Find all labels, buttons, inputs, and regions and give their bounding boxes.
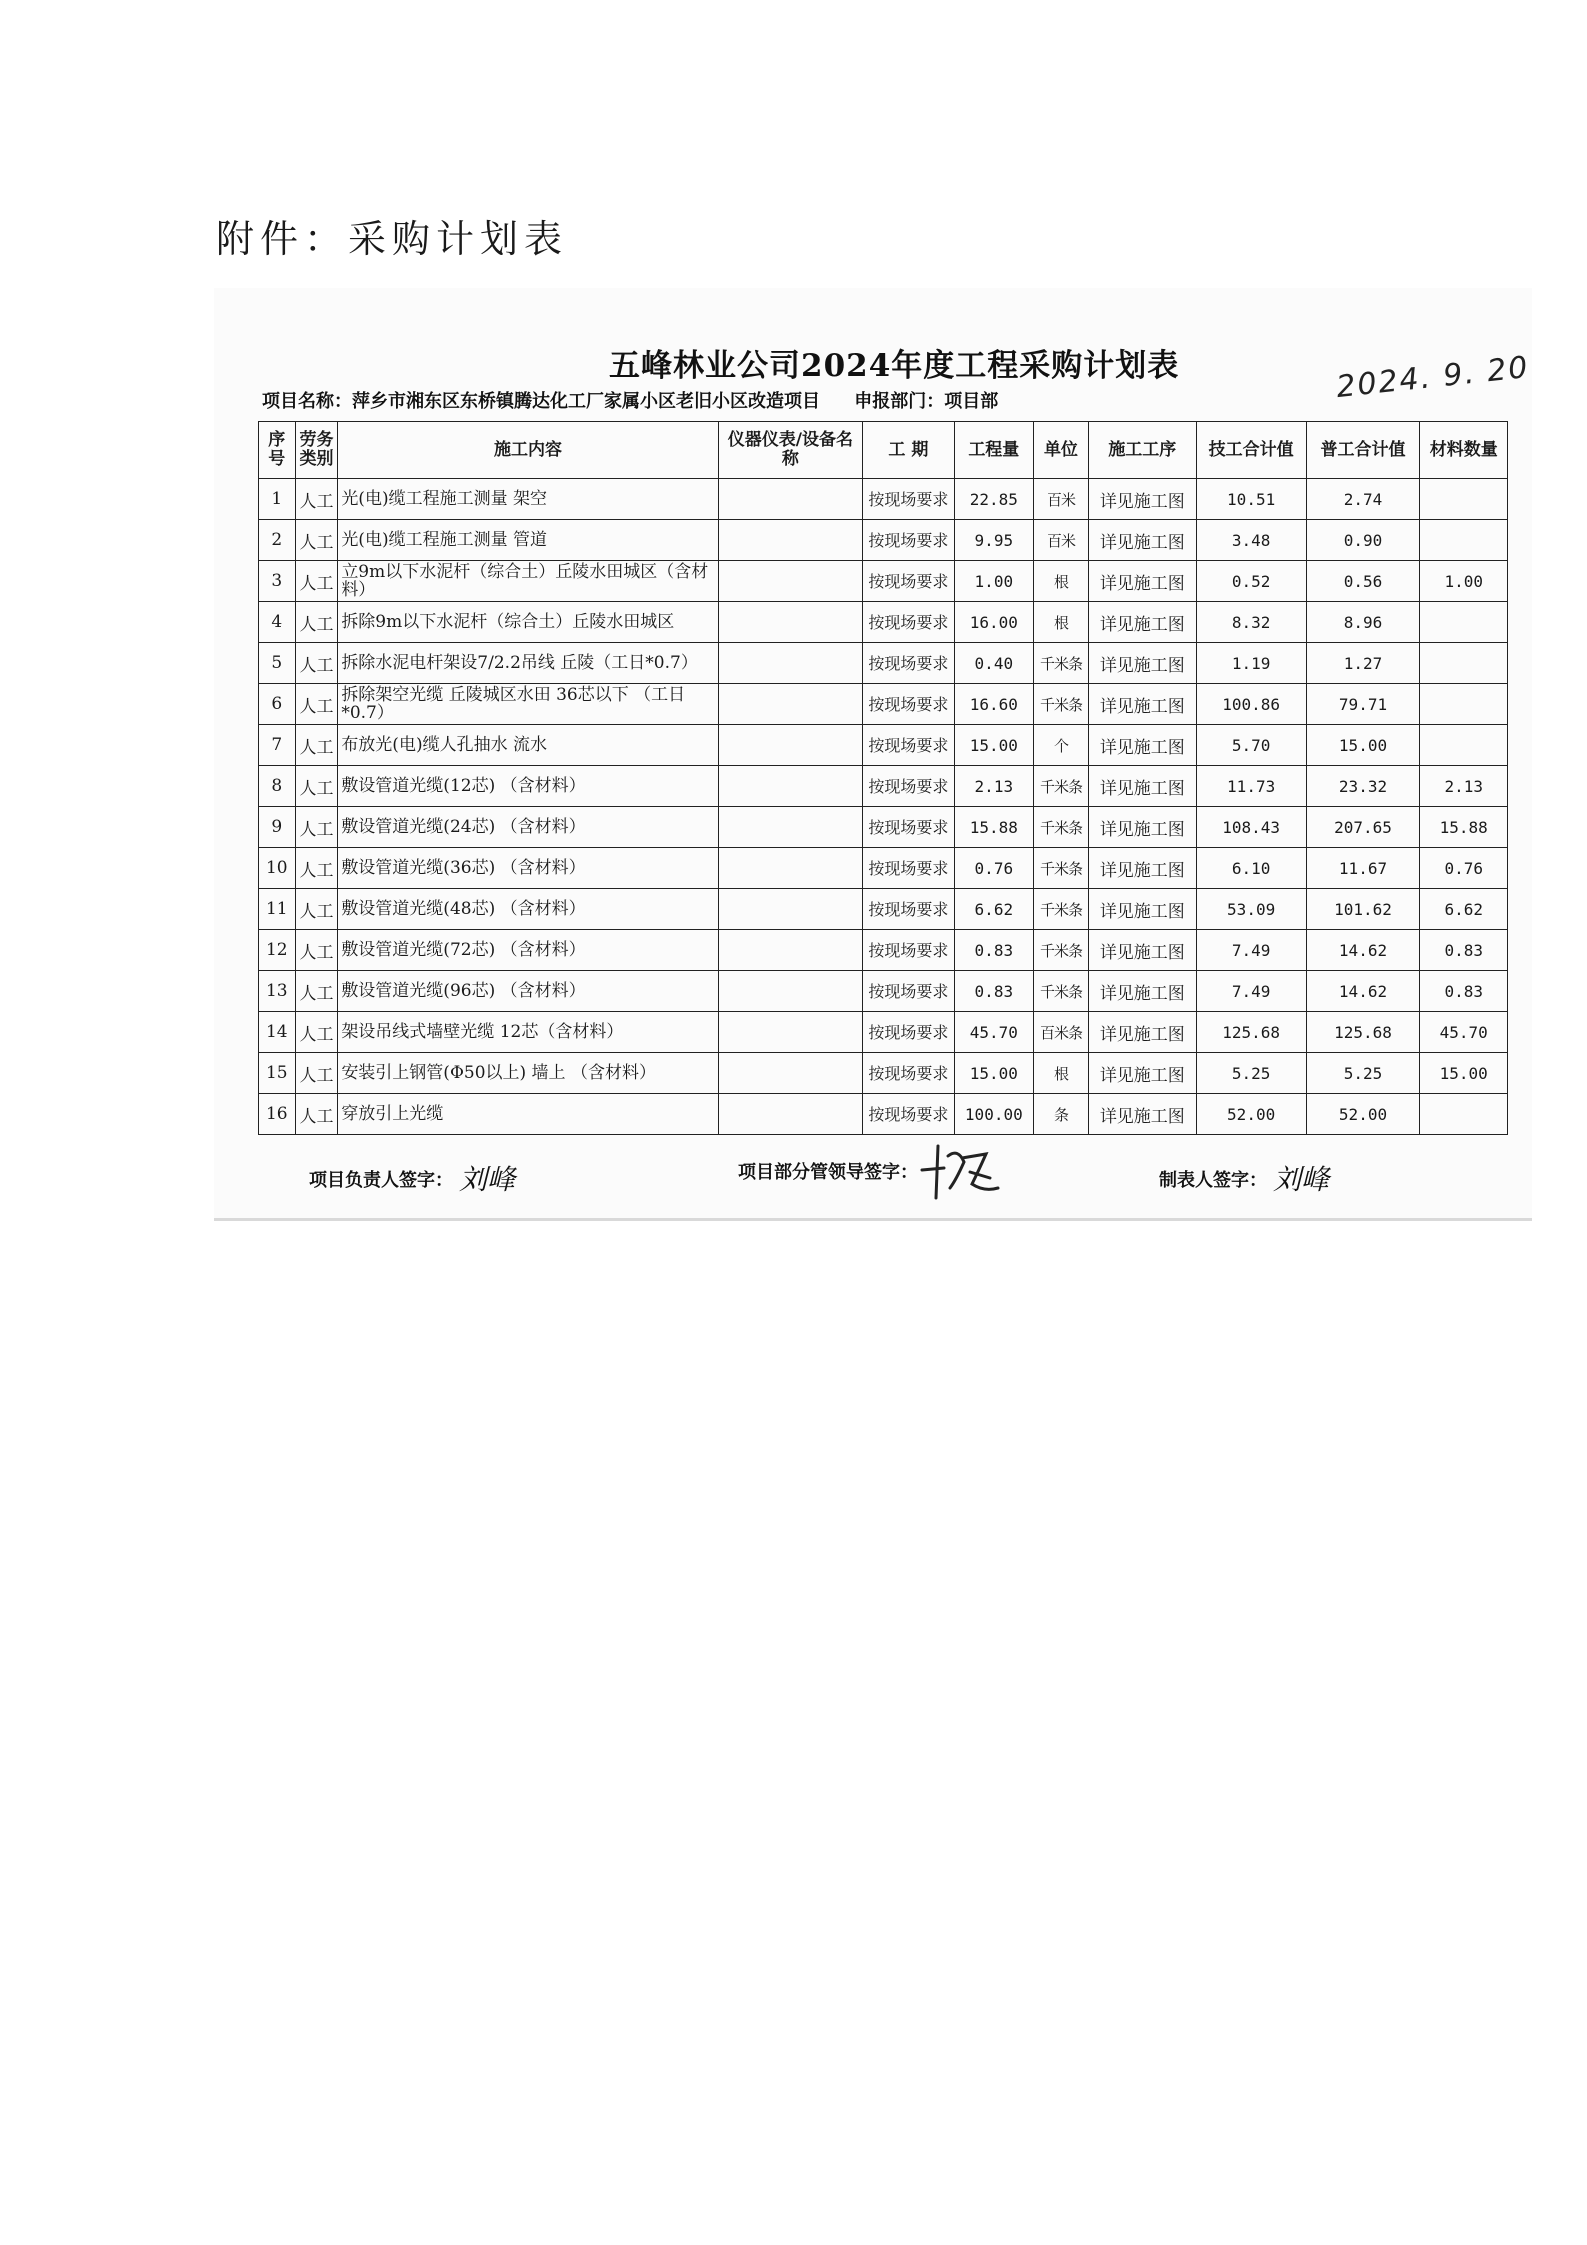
cell-content: 布放光(电)缆人孔抽水 流水 [338, 725, 718, 766]
cell-general-total: 15.00 [1306, 725, 1420, 766]
cell-material-qty [1420, 479, 1508, 520]
cell-no: 15 [259, 1053, 296, 1094]
cell-unit: 千米条 [1033, 643, 1088, 684]
cell-no: 5 [259, 643, 296, 684]
column-header: 材料数量 [1420, 422, 1508, 479]
cell-device [718, 725, 862, 766]
column-header: 单位 [1033, 422, 1088, 479]
cell-material-qty: 15.00 [1420, 1053, 1508, 1094]
cell-material-qty: 15.88 [1420, 807, 1508, 848]
cell-process: 详见施工图 [1088, 1053, 1196, 1094]
preparer-signature [1159, 1158, 1329, 1198]
cell-quantity: 15.88 [954, 807, 1033, 848]
cell-unit: 个 [1033, 725, 1088, 766]
cell-content: 敷设管道光缆(36芯) （含材料） [338, 848, 718, 889]
cell-device [718, 643, 862, 684]
cell-no: 4 [259, 602, 296, 643]
cell-material-qty [1420, 602, 1508, 643]
form-title: 五峰林业公司2024年度工程采购计划表 [609, 348, 1180, 384]
cell-unit: 百米 [1033, 479, 1088, 520]
cell-quantity: 2.13 [954, 766, 1033, 807]
table-row [259, 807, 1508, 848]
cell-process: 详见施工图 [1088, 479, 1196, 520]
cell-no: 8 [259, 766, 296, 807]
cell-device [718, 848, 862, 889]
cell-process: 详见施工图 [1088, 1012, 1196, 1053]
department-field [854, 391, 998, 412]
cell-material-qty [1420, 643, 1508, 684]
cell-skilled-total: 7.49 [1196, 971, 1306, 1012]
cell-unit: 千米条 [1033, 889, 1088, 930]
cell-process: 详见施工图 [1088, 930, 1196, 971]
cell-material-qty [1420, 684, 1508, 725]
cell-general-total: 125.68 [1306, 1012, 1420, 1053]
cell-material-qty [1420, 725, 1508, 766]
cell-process: 详见施工图 [1088, 1094, 1196, 1135]
cell-process: 详见施工图 [1088, 520, 1196, 561]
cell-period: 按现场要求 [863, 1053, 955, 1094]
cell-device [718, 971, 862, 1012]
cell-process: 详见施工图 [1088, 725, 1196, 766]
cell-unit: 千米条 [1033, 684, 1088, 725]
cell-skilled-total: 6.10 [1196, 848, 1306, 889]
column-header: 普工合计值 [1306, 422, 1420, 479]
cell-labor-type: 人工 [295, 971, 338, 1012]
project-name-field [262, 391, 820, 412]
cell-material-qty: 0.76 [1420, 848, 1508, 889]
cell-material-qty: 0.83 [1420, 971, 1508, 1012]
cell-quantity: 22.85 [954, 479, 1033, 520]
cell-labor-type: 人工 [295, 1012, 338, 1053]
cell-content: 敷设管道光缆(96芯) （含材料） [338, 971, 718, 1012]
cell-unit: 千米条 [1033, 971, 1088, 1012]
cell-no: 6 [259, 684, 296, 725]
cell-general-total: 0.56 [1306, 561, 1420, 602]
cell-process: 详见施工图 [1088, 971, 1196, 1012]
cell-device [718, 520, 862, 561]
cell-skilled-total: 1.19 [1196, 643, 1306, 684]
cell-labor-type: 人工 [295, 807, 338, 848]
dept-leader-label: 项目部分管领导签字： [738, 1162, 918, 1183]
project-lead-handwriting: 刘峰 [459, 1163, 516, 1196]
cell-general-total: 14.62 [1306, 930, 1420, 971]
column-header: 施工内容 [338, 422, 718, 479]
cell-period: 按现场要求 [863, 1012, 955, 1053]
cell-no: 2 [259, 520, 296, 561]
cell-content: 穿放引上光缆 [338, 1094, 718, 1135]
dept-leader-signature [738, 1158, 918, 1184]
cell-unit: 千米条 [1033, 807, 1088, 848]
cell-device [718, 684, 862, 725]
cell-period: 按现场要求 [863, 684, 955, 725]
cell-device [718, 602, 862, 643]
cell-period: 按现场要求 [863, 930, 955, 971]
table-row [259, 930, 1508, 971]
cell-labor-type: 人工 [295, 930, 338, 971]
cell-general-total: 52.00 [1306, 1094, 1420, 1135]
cell-material-qty: 6.62 [1420, 889, 1508, 930]
cell-period: 按现场要求 [863, 602, 955, 643]
cell-labor-type: 人工 [295, 643, 338, 684]
table-row [259, 848, 1508, 889]
cell-content: 拆除水泥电杆架设7/2.2吊线 丘陵（工日*0.7） [338, 643, 718, 684]
cell-process: 详见施工图 [1088, 602, 1196, 643]
project-lead-label: 项目负责人签字： [309, 1170, 453, 1191]
cell-device [718, 479, 862, 520]
cell-no: 12 [259, 930, 296, 971]
cell-no: 10 [259, 848, 296, 889]
cell-labor-type: 人工 [295, 1053, 338, 1094]
procurement-table [258, 421, 1508, 1135]
handwritten-date: 2024. 9. 20 [1334, 349, 1532, 406]
table-body [259, 479, 1508, 1135]
cell-content: 敷设管道光缆(12芯) （含材料） [338, 766, 718, 807]
cell-material-qty [1420, 520, 1508, 561]
table-row [259, 643, 1508, 684]
cell-labor-type: 人工 [295, 725, 338, 766]
dept-leader-handwritten-signature [914, 1128, 1004, 1208]
cell-process: 详见施工图 [1088, 848, 1196, 889]
cell-quantity: 15.00 [954, 725, 1033, 766]
cell-no: 16 [259, 1094, 296, 1135]
cell-device [718, 1094, 862, 1135]
cell-labor-type: 人工 [295, 684, 338, 725]
cell-skilled-total: 125.68 [1196, 1012, 1306, 1053]
cell-general-total: 5.25 [1306, 1053, 1420, 1094]
attachment-heading: 附件：采购计划表 [216, 217, 569, 261]
cell-material-qty: 2.13 [1420, 766, 1508, 807]
cell-skilled-total: 3.48 [1196, 520, 1306, 561]
cell-skilled-total: 53.09 [1196, 889, 1306, 930]
cell-process: 详见施工图 [1088, 889, 1196, 930]
cell-device [718, 561, 862, 602]
cell-period: 按现场要求 [863, 971, 955, 1012]
cell-quantity: 15.00 [954, 1053, 1033, 1094]
cell-quantity: 0.40 [954, 643, 1033, 684]
cell-skilled-total: 8.32 [1196, 602, 1306, 643]
cell-unit: 千米条 [1033, 930, 1088, 971]
cell-content: 敷设管道光缆(72芯) （含材料） [338, 930, 718, 971]
cell-no: 7 [259, 725, 296, 766]
column-header: 施工工序 [1088, 422, 1196, 479]
cell-labor-type: 人工 [295, 520, 338, 561]
table-row [259, 766, 1508, 807]
cell-unit: 百米条 [1033, 1012, 1088, 1053]
cell-quantity: 1.00 [954, 561, 1033, 602]
table-row [259, 520, 1508, 561]
cell-quantity: 0.83 [954, 930, 1033, 971]
cell-labor-type: 人工 [295, 889, 338, 930]
table-row [259, 1012, 1508, 1053]
cell-material-qty: 45.70 [1420, 1012, 1508, 1053]
cell-quantity: 45.70 [954, 1012, 1033, 1053]
cell-no: 13 [259, 971, 296, 1012]
scanned-form [214, 288, 1532, 1221]
column-header: 序号 [259, 422, 296, 479]
cell-labor-type: 人工 [295, 766, 338, 807]
cell-skilled-total: 11.73 [1196, 766, 1306, 807]
cell-device [718, 889, 862, 930]
cell-labor-type: 人工 [295, 561, 338, 602]
cell-unit: 根 [1033, 561, 1088, 602]
cell-skilled-total: 108.43 [1196, 807, 1306, 848]
cell-device [718, 930, 862, 971]
cell-period: 按现场要求 [863, 479, 955, 520]
cell-period: 按现场要求 [863, 848, 955, 889]
cell-general-total: 14.62 [1306, 971, 1420, 1012]
cell-unit: 百米 [1033, 520, 1088, 561]
department-value: 项目部 [944, 391, 999, 412]
cell-device [718, 807, 862, 848]
cell-unit: 条 [1033, 1094, 1088, 1135]
table-row [259, 479, 1508, 520]
cell-labor-type: 人工 [295, 602, 338, 643]
cell-labor-type: 人工 [295, 848, 338, 889]
cell-material-qty [1420, 1094, 1508, 1135]
cell-unit: 千米条 [1033, 766, 1088, 807]
column-header: 劳务类别 [295, 422, 338, 479]
table-row [259, 561, 1508, 602]
cell-period: 按现场要求 [863, 643, 955, 684]
table-header-row [259, 422, 1508, 479]
cell-skilled-total: 10.51 [1196, 479, 1306, 520]
cell-general-total: 8.96 [1306, 602, 1420, 643]
cell-process: 详见施工图 [1088, 766, 1196, 807]
project-lead-signature [309, 1158, 515, 1198]
cell-content: 立9m以下水泥杆（综合土）丘陵水田城区（含材料） [338, 561, 718, 602]
cell-no: 9 [259, 807, 296, 848]
cell-no: 3 [259, 561, 296, 602]
cell-general-total: 79.71 [1306, 684, 1420, 725]
column-header: 工程量 [954, 422, 1033, 479]
cell-general-total: 207.65 [1306, 807, 1420, 848]
cell-skilled-total: 52.00 [1196, 1094, 1306, 1135]
cell-content: 敷设管道光缆(48芯) （含材料） [338, 889, 718, 930]
cell-no: 14 [259, 1012, 296, 1053]
project-name-label: 项目名称： [262, 391, 352, 412]
cell-general-total: 1.27 [1306, 643, 1420, 684]
cell-quantity: 100.00 [954, 1094, 1033, 1135]
cell-unit: 千米条 [1033, 848, 1088, 889]
cell-quantity: 16.60 [954, 684, 1033, 725]
cell-material-qty: 1.00 [1420, 561, 1508, 602]
cell-material-qty: 0.83 [1420, 930, 1508, 971]
cell-unit: 根 [1033, 1053, 1088, 1094]
cell-no: 11 [259, 889, 296, 930]
column-header: 技工合计值 [1196, 422, 1306, 479]
cell-content: 光(电)缆工程施工测量 架空 [338, 479, 718, 520]
cell-general-total: 101.62 [1306, 889, 1420, 930]
cell-general-total: 0.90 [1306, 520, 1420, 561]
cell-quantity: 6.62 [954, 889, 1033, 930]
cell-period: 按现场要求 [863, 561, 955, 602]
cell-skilled-total: 5.25 [1196, 1053, 1306, 1094]
table-row [259, 971, 1508, 1012]
cell-period: 按现场要求 [863, 520, 955, 561]
cell-process: 详见施工图 [1088, 807, 1196, 848]
cell-quantity: 9.95 [954, 520, 1033, 561]
table-row [259, 684, 1508, 725]
cell-skilled-total: 7.49 [1196, 930, 1306, 971]
cell-period: 按现场要求 [863, 725, 955, 766]
cell-period: 按现场要求 [863, 807, 955, 848]
table-row [259, 725, 1508, 766]
cell-skilled-total: 0.52 [1196, 561, 1306, 602]
cell-content: 光(电)缆工程施工测量 管道 [338, 520, 718, 561]
cell-period: 按现场要求 [863, 889, 955, 930]
cell-unit: 根 [1033, 602, 1088, 643]
cell-quantity: 0.83 [954, 971, 1033, 1012]
cell-no: 1 [259, 479, 296, 520]
cell-general-total: 2.74 [1306, 479, 1420, 520]
cell-quantity: 0.76 [954, 848, 1033, 889]
cell-process: 详见施工图 [1088, 643, 1196, 684]
table-row [259, 1053, 1508, 1094]
column-header: 工 期 [863, 422, 955, 479]
cell-skilled-total: 5.70 [1196, 725, 1306, 766]
cell-skilled-total: 100.86 [1196, 684, 1306, 725]
cell-device [718, 1053, 862, 1094]
department-label: 申报部门： [854, 391, 945, 412]
column-header: 仪器仪表/设备名称 [718, 422, 862, 479]
cell-period: 按现场要求 [863, 766, 955, 807]
project-name-value: 萍乡市湘东区东桥镇腾达化工厂家属小区老旧小区改造项目 [352, 391, 820, 412]
cell-general-total: 23.32 [1306, 766, 1420, 807]
table-row [259, 1094, 1508, 1135]
cell-process: 详见施工图 [1088, 684, 1196, 725]
preparer-handwriting: 刘峰 [1273, 1163, 1330, 1196]
cell-process: 详见施工图 [1088, 561, 1196, 602]
cell-labor-type: 人工 [295, 479, 338, 520]
cell-device [718, 766, 862, 807]
cell-content: 敷设管道光缆(24芯) （含材料） [338, 807, 718, 848]
cell-general-total: 11.67 [1306, 848, 1420, 889]
cell-labor-type: 人工 [295, 1094, 338, 1135]
table-row [259, 602, 1508, 643]
cell-quantity: 16.00 [954, 602, 1033, 643]
cell-device [718, 1012, 862, 1053]
cell-content: 架设吊线式墙壁光缆 12芯（含材料） [338, 1012, 718, 1053]
cell-content: 安装引上钢管(Φ50以上) 墙上 （含材料） [338, 1053, 718, 1094]
project-meta [262, 387, 1026, 413]
cell-period: 按现场要求 [863, 1094, 955, 1135]
cell-content: 拆除9m以下水泥杆（综合土）丘陵水田城区 [338, 602, 718, 643]
table-row [259, 889, 1508, 930]
preparer-label: 制表人签字： [1159, 1170, 1267, 1191]
cell-content: 拆除架空光缆 丘陵城区水田 36芯以下 （工日*0.7） [338, 684, 718, 725]
